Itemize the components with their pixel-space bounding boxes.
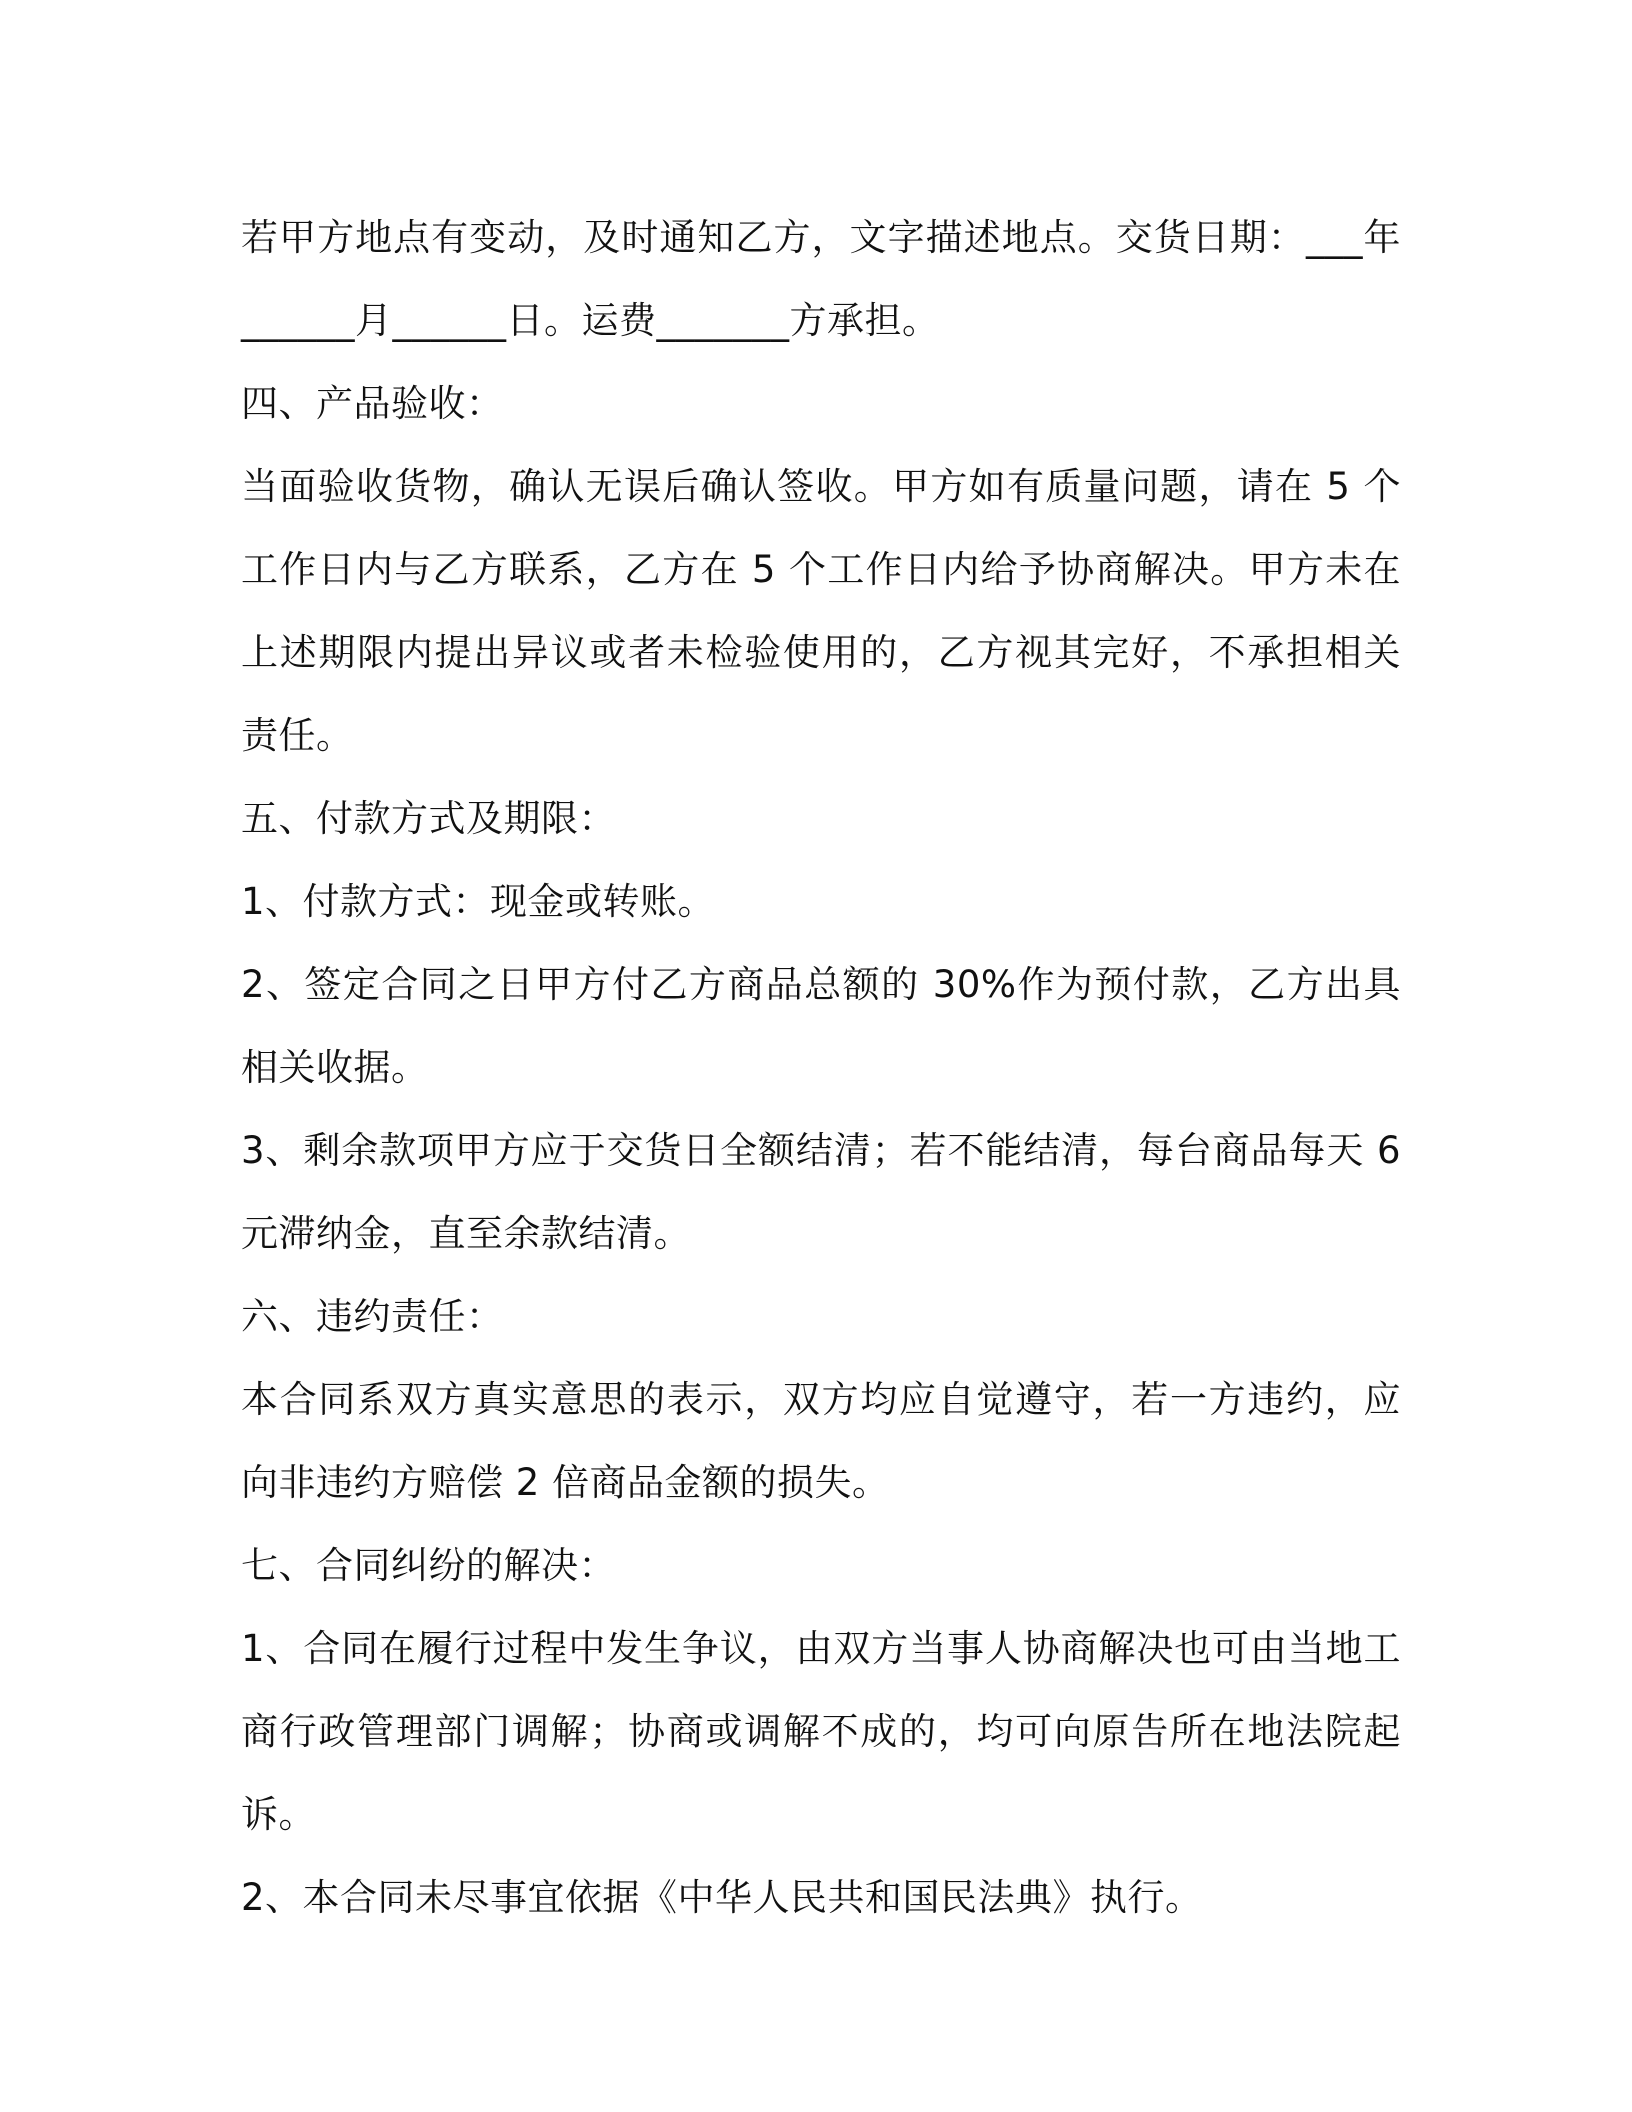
section-7-item-2: 2、本合同未尽事宜依据《中华人民共和国民法典》执行。 xyxy=(241,1876,1203,1919)
section-5-item-1: 1、付款方式：现金或转账。 xyxy=(241,880,716,923)
section-7-heading: 七、合同纠纷的解决： xyxy=(241,1544,616,1587)
document-body xyxy=(241,196,1401,1939)
section-4-heading: 四、产品验收： xyxy=(241,382,504,425)
section-5-item-2: 2、签定合同之日甲方付乙方商品总额的 30%作为预付款，乙方出具相关收据。 xyxy=(241,963,1401,1089)
paragraph-delivery-location-date: 若甲方地点有变动，及时通知乙方，文字描述地点。交货日期：___年______月______日。运费_______方承担。 xyxy=(241,216,1401,342)
section-5-item-3: 3、剩余款项甲方应于交货日全额结清；若不能结清，每台商品每天 6 元滞纳金，直至余款结清。 xyxy=(241,1129,1401,1255)
section-5-heading: 五、付款方式及期限： xyxy=(241,797,616,840)
section-6-heading: 六、违约责任： xyxy=(241,1295,504,1338)
section-6-paragraph: 本合同系双方真实意思的表示，双方均应自觉遵守，若一方违约，应向非违约方赔偿 2 倍商品金额的损失。 xyxy=(241,1378,1401,1504)
section-7-item-1: 1、合同在履行过程中发生争议，由双方当事人协商解决也可由当地工商行政管理部门调解；协商或调解不成的，均可向原告所在地法院起诉。 xyxy=(241,1627,1401,1836)
section-4-paragraph: 当面验收货物，确认无误后确认签收。甲方如有质量问题，请在 5 个工作日内与乙方联系，乙方在 5 个工作日内给予协商解决。甲方未在上述期限内提出异议或者未检验使用的，乙方视其完好，不承担相关责任。 xyxy=(241,465,1401,757)
